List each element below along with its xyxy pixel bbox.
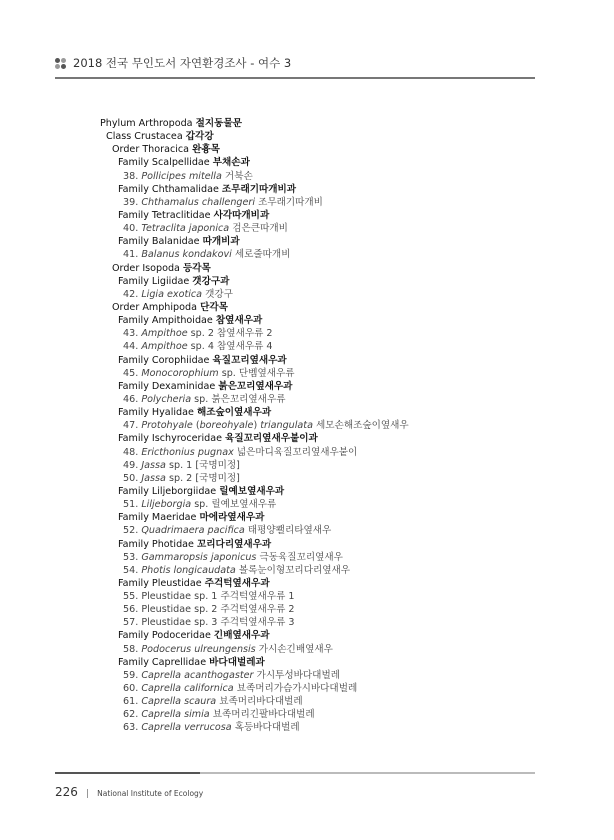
- header-title: 2018 전국 무인도서 자연환경조사 - 여수 3: [73, 56, 292, 70]
- species-number: 39.: [123, 196, 139, 208]
- species-entry: [100, 721, 540, 734]
- species-entry: [100, 196, 540, 209]
- korean-name: 참옆새우류 2: [217, 328, 273, 340]
- species-entry: [100, 248, 540, 261]
- species-number: 40.: [123, 223, 139, 235]
- korean-name: 참옆새우류 4: [217, 341, 273, 353]
- scientific-name: Caprella simia: [141, 709, 210, 721]
- family-korean-name: 참옆새우과: [215, 315, 263, 327]
- species-qualifier: Pleustidae sp. 1: [141, 591, 218, 603]
- species-number: 48.: [123, 446, 139, 458]
- family-korean-name: 붉은꼬리옆새우과: [218, 380, 293, 392]
- scientific-name: Caprella verrucosa: [141, 722, 232, 734]
- order-heading: [100, 262, 540, 275]
- scientific-epithet: triangulata: [260, 420, 313, 432]
- family-name: Family Ampithoidae: [118, 315, 213, 327]
- dots-icon: [55, 58, 67, 70]
- family-korean-name: 긴배옆새우과: [213, 630, 270, 642]
- species-number: 42.: [123, 288, 139, 300]
- scientific-name: Liljeborgia: [141, 499, 192, 511]
- species-entry: [100, 603, 540, 616]
- species-number: 61.: [123, 696, 139, 708]
- species-number: 54.: [123, 564, 139, 576]
- species-entry: [100, 695, 540, 708]
- species-number: 49.: [123, 459, 139, 471]
- family-heading: [100, 485, 540, 498]
- korean-name: 뵤족머리바다대벌레: [219, 696, 303, 708]
- korean-name: 검은큰따개비: [232, 223, 288, 235]
- korean-name: 조무래기따개비: [258, 196, 323, 208]
- scientific-name: Ampithoe: [141, 328, 188, 340]
- species-entry: [100, 524, 540, 537]
- species-entry: [100, 682, 540, 695]
- family-name: Family Ligiidae: [118, 275, 190, 287]
- species-number: 51.: [123, 499, 139, 511]
- species-qualifier: Pleustidae sp. 3: [141, 617, 218, 629]
- family-korean-name: 육질꼬리옆새우과: [212, 354, 287, 366]
- species-entry: [100, 446, 540, 459]
- species-entry: [100, 340, 540, 353]
- family-name: Family Balanidae: [118, 236, 200, 248]
- scientific-name: Podocerus ulreungensis: [141, 643, 256, 655]
- species-qualifier: sp.: [194, 393, 209, 405]
- class-korean-name: 갑각강: [185, 131, 214, 143]
- family-heading: [100, 235, 540, 248]
- species-entry: [100, 498, 540, 511]
- family-heading: [100, 314, 540, 327]
- page-footer: [55, 781, 203, 797]
- scientific-name: Caprella acanthogaster: [141, 669, 254, 681]
- order-heading: [100, 143, 540, 156]
- family-name: Family Hyalidae: [118, 407, 194, 419]
- family-heading: [100, 577, 540, 590]
- scientific-name: Chthamalus challengeri: [141, 196, 255, 208]
- family-heading: [100, 538, 540, 551]
- korean-name: 세모손해조숲이옆새우: [316, 420, 409, 432]
- species-number: 55.: [123, 591, 139, 603]
- species-qualifier: Pleustidae sp. 2: [141, 604, 218, 616]
- korean-name: 거북손: [224, 170, 253, 182]
- family-name: Family Liljeborgiidae: [118, 485, 217, 497]
- korean-name: 가시투성바다대벌레: [256, 669, 340, 681]
- family-korean-name: 주걱턱옆새우과: [204, 577, 270, 589]
- species-number: 56.: [123, 604, 139, 616]
- family-korean-name: 릴예보옆새우과: [219, 485, 285, 497]
- phylum-korean-name: 절지동물문: [195, 118, 242, 129]
- scientific-subgenus: boreohyale: [199, 420, 254, 432]
- scientific-name: Jassa: [141, 472, 166, 484]
- korean-name: 주걱턱옆새우류 3: [220, 617, 295, 629]
- family-name: Family Pleustidae: [118, 577, 202, 589]
- class-heading: [100, 130, 540, 143]
- running-header: [55, 54, 535, 76]
- korean-name: 주걱턱옆새우류 1: [220, 591, 295, 603]
- family-name: Family Maeridae: [118, 512, 197, 524]
- species-entry: [100, 708, 540, 721]
- family-heading: [100, 656, 540, 669]
- species-qualifier: sp.: [221, 367, 236, 379]
- family-heading: [100, 354, 540, 367]
- korean-name: 가시손긴배옆새우: [258, 643, 333, 655]
- family-korean-name: 부채손과: [212, 157, 250, 169]
- phylum-name: Phylum Arthropoda: [100, 118, 193, 129]
- order-name: Order Amphipoda: [112, 301, 197, 313]
- species-number: 63.: [123, 722, 139, 734]
- species-number: 50.: [123, 472, 139, 484]
- family-heading: [100, 275, 540, 288]
- family-korean-name: 꼬리다리옆새우과: [197, 538, 272, 550]
- korean-name: [국명미정]: [195, 459, 240, 471]
- family-name: Family Photidae: [118, 538, 194, 550]
- species-entry: [100, 669, 540, 682]
- scientific-name: Jassa: [141, 459, 166, 471]
- korean-name: 뵤족머리가슴가시바다대벌레: [236, 683, 358, 695]
- species-qualifier: sp.: [194, 499, 209, 511]
- scientific-name: Ericthonius pugnax: [141, 446, 234, 458]
- family-name: Family Podoceridae: [118, 630, 211, 642]
- scientific-name: Ampithoe: [141, 341, 188, 353]
- family-heading: [100, 183, 540, 196]
- korean-name: 붉은꼬리옆새우류: [211, 393, 286, 405]
- family-korean-name: 육질꼬리옆새우붙이과: [225, 433, 318, 445]
- species-entry: [100, 367, 540, 380]
- class-name: Class Crustacea: [106, 131, 183, 143]
- footer-rule: [200, 772, 535, 774]
- family-korean-name: 갯강구과: [192, 275, 230, 287]
- family-name: Family Corophiidae: [118, 354, 210, 366]
- species-entry: [100, 551, 540, 564]
- scientific-name: Pollicipes mitella: [141, 170, 222, 182]
- korean-name: 넓은마디육질꼬리옆새우붙이: [236, 446, 358, 458]
- korean-name: 릴예보옆새우류: [211, 499, 277, 511]
- family-name: Family Tetraclitidae: [118, 209, 211, 221]
- order-korean-name: 단각목: [200, 301, 228, 313]
- header-rule: [55, 77, 535, 79]
- scientific-name: Polycheria: [141, 393, 192, 405]
- species-number: 58.: [123, 643, 139, 655]
- species-entry: [100, 170, 540, 183]
- order-name: Order Thoracica: [112, 144, 190, 156]
- species-number: 47.: [123, 420, 139, 432]
- korean-name: [국명미정]: [195, 472, 240, 484]
- family-heading: [100, 406, 540, 419]
- species-entry: [100, 327, 540, 340]
- species-qualifier: sp. 2: [168, 472, 193, 484]
- scientific-name: Caprella californica: [141, 683, 234, 695]
- scientific-name: Monocorophium: [141, 367, 219, 379]
- page-number: 226: [55, 785, 78, 799]
- order-name: Order Isopoda: [112, 262, 180, 274]
- korean-name: 볼록눈이형꼬리다리옆새우: [238, 564, 351, 576]
- species-number: 52.: [123, 525, 139, 537]
- family-heading: [100, 380, 540, 393]
- family-name: Family Chthamalidae: [118, 183, 219, 195]
- family-heading: [100, 432, 540, 445]
- scientific-name: Photis longicaudata: [141, 564, 236, 576]
- species-number: 44.: [123, 341, 139, 353]
- species-number: 57.: [123, 617, 139, 629]
- family-korean-name: 마에라옆새우과: [199, 512, 265, 524]
- species-number: 43.: [123, 328, 139, 340]
- family-name: Family Ischyroceridae: [118, 433, 223, 445]
- order-heading: [100, 301, 540, 314]
- family-heading: [100, 511, 540, 524]
- footer-separator: |: [86, 789, 90, 799]
- species-entry: [100, 459, 540, 472]
- family-name: Family Caprellidae: [118, 656, 207, 668]
- family-heading: [100, 156, 540, 169]
- species-number: 53.: [123, 551, 139, 563]
- species-qualifier: sp. 4: [190, 341, 214, 353]
- korean-name: 주걱턱옆새우류 2: [220, 604, 295, 616]
- footer-rule-accent: [55, 772, 200, 774]
- scientific-name: Quadrimaera pacifica: [141, 525, 245, 537]
- species-entry: [100, 288, 540, 301]
- family-korean-name: 따개비과: [202, 236, 240, 248]
- species-entry: 47. Protohyale (boreohyale) triangulata 세모손해조숲이옆새우: [123, 420, 409, 432]
- korean-name: 뵤족머리긴팔바다대벌레: [212, 709, 315, 721]
- species-entry: [100, 222, 540, 235]
- family-heading: [100, 629, 540, 642]
- species-qualifier: sp. 1: [168, 459, 193, 471]
- species-number: 38.: [123, 170, 139, 182]
- scientific-name: Balanus kondakovi: [141, 249, 232, 261]
- species-qualifier: sp. 2: [190, 328, 214, 340]
- species-entry: [100, 472, 540, 485]
- taxonomy-list: [100, 117, 540, 735]
- species-number: 41.: [123, 249, 139, 261]
- scientific-name: Caprella scaura: [141, 696, 217, 708]
- species-entry: [100, 616, 540, 629]
- family-korean-name: 바다대벌레과: [209, 656, 265, 668]
- family-korean-name: 사각따개비과: [213, 209, 270, 221]
- korean-name: 극동육질꼬리옆새우: [259, 551, 343, 563]
- species-number: 59.: [123, 669, 139, 681]
- footer-organization: National Institute of Ecology: [97, 789, 204, 798]
- species-entry: [100, 643, 540, 656]
- korean-name: 혹등바다대벌레: [234, 722, 300, 734]
- scientific-name: Protohyale: [141, 420, 193, 432]
- species-number: 46.: [123, 393, 139, 405]
- order-korean-name: 완흉목: [192, 144, 220, 156]
- korean-name: 단벰옆새우류: [238, 367, 295, 379]
- korean-name: 세로줄따개비: [234, 249, 291, 261]
- species-number: 45.: [123, 367, 139, 379]
- species-number: 60.: [123, 683, 139, 695]
- family-name: Family Scalpellidae: [118, 157, 210, 169]
- species-entry: [100, 564, 540, 577]
- family-heading: [100, 209, 540, 222]
- phylum-heading: [100, 117, 540, 130]
- korean-name: 태평양쾔리타옆새우: [247, 525, 332, 537]
- order-korean-name: 등각목: [183, 262, 211, 274]
- scientific-name: Gammaropsis japonicus: [141, 551, 257, 563]
- family-korean-name: 조무래기따개비과: [221, 183, 297, 195]
- species-entry: [100, 393, 540, 406]
- korean-name: 갯강구: [205, 288, 233, 300]
- scientific-name: Ligia exotica: [141, 288, 203, 300]
- family-name: Family Dexaminidae: [118, 380, 216, 392]
- species-entry: [100, 590, 540, 603]
- species-number: 62.: [123, 709, 139, 721]
- scientific-name: Tetraclita japonica: [141, 223, 230, 235]
- family-korean-name: 해조숲이옆새우과: [196, 407, 272, 419]
